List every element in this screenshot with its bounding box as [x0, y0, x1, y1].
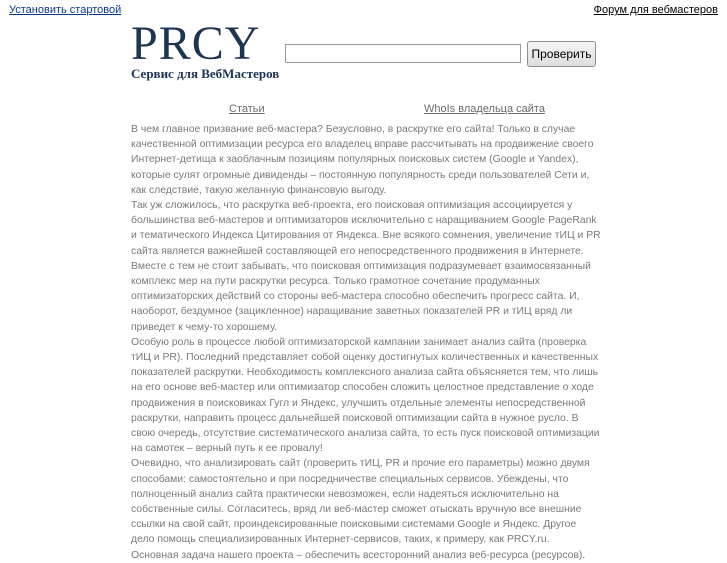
article-paragraph: Основная задача нашего проекта – обеспечить всесторонний анализ веб-ресурса (ресурсов).	[131, 549, 586, 561]
check-button[interactable]: Проверить	[527, 41, 596, 67]
article-paragraph: Очевидно, что анализировать сайт (проверить тИЦ, PR и прочие его параметры) можно двумя способами: самостоятельно и при посредничестве специальных сервисов. Убеждены, что полноценный анализ сайта практически невозможен, если надеяться исключительно на собственные силы. Согласитесь, вряд ли веб-мастер сможет отыскать вручную все внешние ссылки на свой сайт, проиндексированные поисковыми системами Google и Яндекс. Другое дело помощь специализированных Интернет-сервисов, таких, к примеру, как PRCY.ru.	[131, 458, 590, 546]
site-url-input[interactable]	[285, 44, 521, 63]
nav-whois-link[interactable]: WhoIs владельца сайта	[424, 103, 545, 115]
webmaster-forum-link[interactable]: Форум для вебмастеров	[593, 4, 718, 16]
logo-tagline: Сервис для ВебМастеров	[131, 66, 280, 81]
logo-mark: PRCY	[131, 17, 261, 70]
nav-articles-link[interactable]: Статьи	[229, 103, 265, 115]
article-paragraph: Так уж сложилось, что раскрутка веб-проекта, его поисковая оптимизация ассоциируется у большинства веб-мастеров и оптимизаторов исключительно с наращиванием Google PageRank и тематического Индекса Цитирования от Яндекса. Вне всякого сомнения, увеличение тИЦ и PR сайта является важнейшей составляющей его непосредственного продвижения в Интернете. Вместе с тем не стоит забывать, что поисковая оптимизация подразумевает взаимосвязанный комплекс мер на пути раскрутки ресурса. Только грамотное сочетание продуманных оптимизаторских действий со стороны веб-мастера способно обеспечить прогресс сайта. И, наоборот, бездумное (зацикленное) наращивание заветных показателей PR и тИЦ вряд ли приведет к чему-то хорошему.	[131, 200, 601, 333]
set-homepage-link[interactable]: Установить стартовой	[9, 4, 122, 16]
article-paragraph: В чем главное призвание веб-мастера? Безусловно, в раскрутке его сайта! Только в случае качественной оптимизации ресурса его владелец вправе рассчитывать на продвижение своего Интернет-детища к заоблачным позициям популярных поисковых систем (Google и Yandex), которые сулят огромные дивиденды – постоянную популярность среди пользователей Сети и, как следствие, такую желанную финансовую выгоду.	[131, 124, 594, 196]
prcy-logo[interactable]	[131, 17, 283, 84]
article-text	[131, 122, 601, 563]
article-paragraph: Особую роль в процессе любой оптимизаторской кампании занимает анализ сайта (проверка тИЦ и PR). Последний представляет собой оценку достигнутых количественных и качественных показателей раскрутки. Необходимость комплексного анализа сайта объясняется тем, что лишь на его основе веб-мастер или оптимизатор способен сложить целостное представление о ходе продвижения в поисковиках Гугл и Яндекс, улучшить отдельные элементы непосредственной раскрутки, направить процесс дальнейшей поисковой оптимизации сайта в нужное русло. В свою очередь, отсутствие систематического анализа сайта, то есть пуск поисковой оптимизации на самотек – верный путь к ее провалу!	[131, 336, 600, 455]
